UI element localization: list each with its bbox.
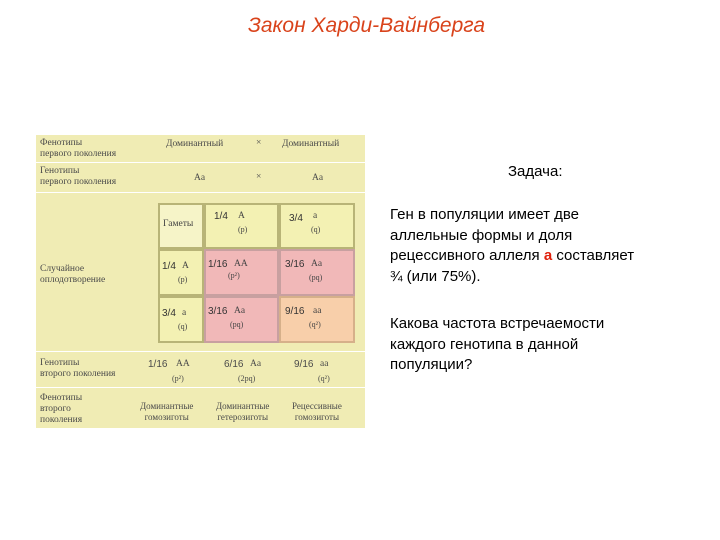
offspring-Aa <box>279 249 355 296</box>
parent1-phenotype: Доминантный <box>166 139 224 149</box>
question-line: популяции? <box>390 356 473 373</box>
cross-sign: × <box>256 138 262 148</box>
second-gen-phenotype: Доминантные гомозиготы <box>140 401 194 422</box>
offspring-genotype: aa <box>313 306 322 316</box>
genotype-symbol: Aa <box>250 359 262 369</box>
gamete-fraction: 3/4 <box>162 308 176 319</box>
genotype-fraction: 1/16 <box>148 359 168 370</box>
col-header-a <box>279 203 355 249</box>
offspring-frequency: (q²) <box>309 320 321 329</box>
genotype-frequency: (2pq) <box>238 374 256 383</box>
task-line: аллельные формы и доля <box>390 226 573 244</box>
second-gen-phenotype: Рецессивные гомозиготы <box>292 401 342 422</box>
offspring-fraction: 3/16 <box>208 306 228 317</box>
recessive-allele-highlight: a <box>543 247 553 264</box>
task-line <box>390 246 634 267</box>
parent2-genotype: Aa <box>312 173 324 183</box>
offspring-fraction: 3/16 <box>285 259 305 270</box>
separator <box>36 351 365 352</box>
row-header-A <box>158 249 204 296</box>
genotype-frequency: (p²) <box>172 374 184 383</box>
gametes-label: Гаметы <box>163 219 194 229</box>
parent1-genotype: Aa <box>194 173 206 183</box>
offspring-AA <box>204 249 279 296</box>
separator <box>36 387 365 388</box>
genotype-fraction: 9/16 <box>294 359 314 370</box>
genotype-symbol: aa <box>320 359 329 369</box>
question-line: Какова частота встречаемости <box>390 315 605 332</box>
gamete-fraction: 1/4 <box>214 211 228 222</box>
offspring-frequency: (pq) <box>309 273 323 282</box>
row-label-genotypes-second: Генотипы второго поколения <box>40 358 116 379</box>
gamete-frequency: (q) <box>178 322 188 331</box>
offspring-frequency: (pq) <box>230 320 244 329</box>
punnett-corner <box>158 203 204 249</box>
offspring-fraction: 9/16 <box>285 306 305 317</box>
offspring-fraction: 1/16 <box>208 259 228 270</box>
offspring-Aa <box>204 296 279 343</box>
gamete-allele: A <box>238 211 245 221</box>
task-heading: Задача: <box>508 163 563 180</box>
genotype-symbol: AA <box>176 359 190 369</box>
separator <box>36 162 365 163</box>
offspring-genotype: Aa <box>311 259 323 269</box>
offspring-genotype: Aa <box>234 306 246 316</box>
task-text: составляет <box>552 247 635 264</box>
offspring-frequency: (p²) <box>228 271 240 280</box>
gamete-allele: a <box>182 308 187 318</box>
task-text: рецессивного аллеля <box>390 247 544 264</box>
task-line: Ген в популяции имеет две <box>390 206 580 223</box>
row-label-random-fertilization: Случайное оплодотворение <box>40 264 106 285</box>
slide-title: Закон Харди-Вайнберга <box>247 14 486 37</box>
row-label-phenotypes-second: Фенотипы второго поколения <box>40 393 83 425</box>
parent2-phenotype: Доминантный <box>282 139 340 149</box>
row-label-phenotypes-first: Фенотипы первого поколения <box>40 138 117 159</box>
offspring-genotype: AA <box>234 259 248 269</box>
gamete-frequency: (p) <box>238 225 248 234</box>
task-question <box>390 314 604 376</box>
second-gen-phenotype: Доминантные гетерозиготы <box>216 401 270 422</box>
offspring-aa <box>279 296 355 343</box>
punnett-table-figure <box>36 135 365 428</box>
gamete-allele: A <box>182 261 189 271</box>
genotype-fraction: 6/16 <box>224 359 244 370</box>
task-line: ¾ (или 75%). <box>390 267 481 285</box>
gamete-allele: a <box>313 211 318 221</box>
punnett-square <box>158 203 355 343</box>
row-label-genotypes-first: Генотипы первого поколения <box>40 166 117 187</box>
gamete-frequency: (p) <box>178 275 188 284</box>
question-line: каждого генотипа в данной <box>390 335 579 353</box>
gamete-fraction: 1/4 <box>162 261 176 272</box>
genotype-frequency: (q²) <box>318 374 330 383</box>
gamete-fraction: 3/4 <box>289 213 303 224</box>
cross-sign: × <box>256 172 262 182</box>
row-header-a <box>158 296 204 343</box>
separator <box>36 192 365 193</box>
col-header-A <box>204 203 279 249</box>
gamete-frequency: (q) <box>311 225 321 234</box>
task-statement <box>390 205 634 287</box>
